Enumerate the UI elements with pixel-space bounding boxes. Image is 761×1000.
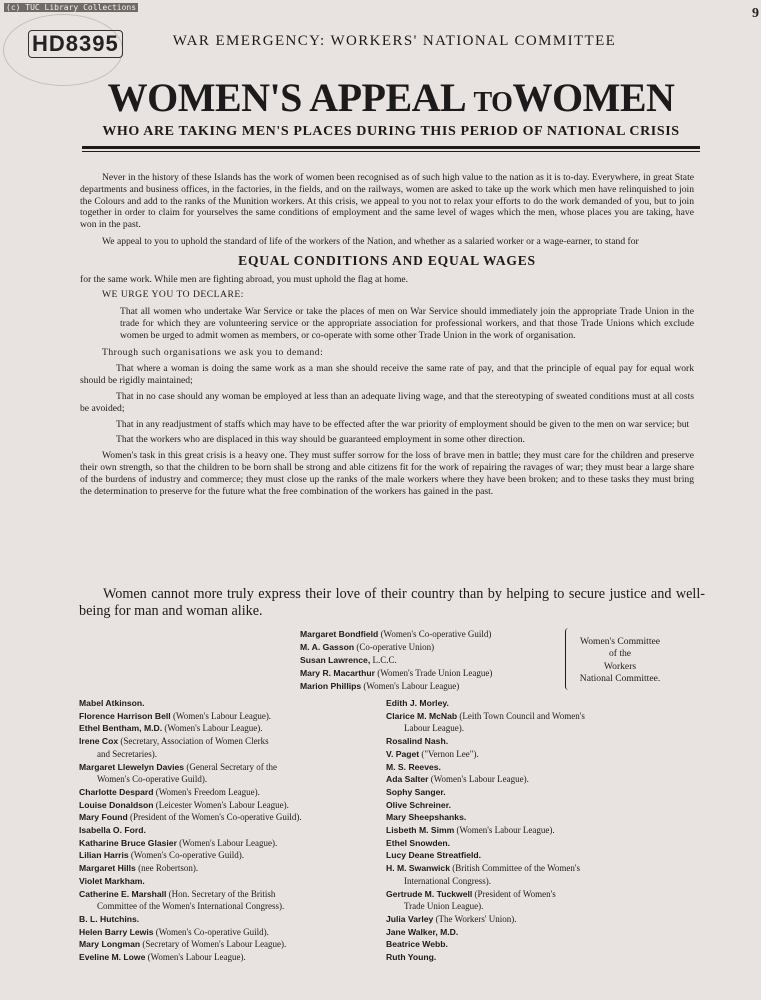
signatory-name: V. Paget <box>386 748 420 759</box>
signatory-detail-continued: Committee of the Women's International Congress). <box>97 901 285 912</box>
signatory-name: H. M. Swanwick <box>386 863 450 874</box>
signatory-row <box>79 862 366 875</box>
signatory-detail: (Women's Co-operative Guild) <box>378 629 492 639</box>
signatory-name: Rosalind Nash. <box>386 736 449 747</box>
signatory-detail-continued: Women's Co-operative Guild). <box>97 774 208 785</box>
signatory-name: Louise Donaldson <box>79 799 154 810</box>
signatory-name: Mabel Atkinson. <box>79 698 145 708</box>
signatory-name: Lucy Deane Streatfield. <box>386 850 482 861</box>
signatory-name: M. A. Gasson <box>300 642 355 652</box>
signatory-detail-continued: and Secretaries). <box>97 748 157 759</box>
signatory-detail: (Women's Co-operative Guild). <box>128 850 245 861</box>
declaration-text: That all women who undertake War Service or take the places of men on War Service should immediately join the appropriate Trade Union in the trade for which they are volunteering service or the appropriate association for professional workers, and that those Trade Unions which exclude women be urged to admit women as members, or co-operate with some other Trade Union in the work of organisation. <box>120 306 694 341</box>
signatory-name: Mary Found <box>79 812 128 823</box>
signatory-name: Mary Longman <box>79 939 141 950</box>
signatory-row <box>386 761 674 774</box>
title-rule-thick <box>82 146 700 149</box>
signatory-detail-continued: International Congress). <box>404 875 491 886</box>
signatory-row <box>386 824 674 837</box>
signatory-row <box>79 697 366 710</box>
signatory-detail: (Leicester Women's Labour League). <box>153 799 289 810</box>
signatory-detail: (President of Women's <box>472 888 556 899</box>
signatory-detail: (nee Robertson). <box>135 863 199 874</box>
signatory-name: Susan Lawrence, <box>300 655 371 665</box>
paragraph-uphold: We appeal to you to uphold the standard of life of the workers of the Nation, and whether as a salaried worker or a wage-earner, to stand for <box>102 235 639 247</box>
signatory-row <box>386 926 674 939</box>
signatory-row <box>386 811 674 824</box>
signatory-row <box>79 710 366 723</box>
committee-label-line: of the <box>608 648 632 660</box>
signatory-row <box>79 811 366 824</box>
signatory-detail: (Women's Trade Union League) <box>374 668 493 678</box>
signatory-row <box>386 799 674 812</box>
signatory-row <box>79 888 366 901</box>
signatory-name: Olive Schreiner. <box>386 799 451 810</box>
signatory-detail: (Women's Co-operative Guild). <box>153 926 269 937</box>
signatory-row <box>79 722 366 735</box>
signatory-detail: (Secretary, Association of Women Clerks <box>118 736 269 747</box>
signatory-name: Florence Harrison Bell <box>79 710 171 721</box>
signatory-name: B. L. Hutchins. <box>79 913 140 924</box>
signatory-row <box>79 786 366 799</box>
signatory-row <box>79 951 366 964</box>
signatory-row <box>79 799 366 812</box>
signatory-name: M. S. Reeves. <box>386 761 441 772</box>
demand-3: That in any readjustment of staffs which may have to be effected after the war priority of employment should be given to the men on war service; but <box>116 418 690 430</box>
signatory-detail: (The Workers' Union). <box>433 913 517 924</box>
signatory-detail: (Hon. Secretary of the British <box>166 888 276 899</box>
signatory-row <box>386 710 674 723</box>
signatory-name: Margaret Hills <box>79 863 136 874</box>
signatory-row <box>300 667 492 680</box>
signatory-detail: (Women's Labour League). <box>145 952 246 963</box>
signatory-name: Charlotte Despard <box>79 786 154 797</box>
signatory-detail: (British Committee of the Women's <box>450 863 580 874</box>
signatory-row <box>79 875 366 888</box>
signatory-row <box>386 773 674 786</box>
committee-label <box>572 636 668 686</box>
title-part-1: WOMEN'S APPEAL <box>107 75 474 120</box>
demand-4: That the workers who are displaced in this way should be guaranteed employment in some other direction. <box>116 434 525 446</box>
signatory-name: Eveline M. Lowe <box>79 952 146 963</box>
signatory-name: Lisbeth M. Simm <box>386 825 455 836</box>
signatory-row <box>79 761 366 774</box>
signatory-name: Sophy Sanger. <box>386 786 446 797</box>
signatory-name: Lilian Harris <box>79 850 129 861</box>
signatory-detail: (Women's Labour League). <box>170 710 272 721</box>
signatory-detail-continued: Trade Union League). <box>404 901 484 912</box>
signatory-row <box>386 735 674 748</box>
signatory-name: Helen Barry Lewis <box>79 926 154 937</box>
paragraph-intro: Never in the history of these Islands has the work of women been recognised as of such high value to the nation as it is to-day. Everywhere, in great State departments and business offices, in the factories, in the fields, and on the railways, women are asked to take up the work which men have relinquished to join the Colours and add to the ranks of the Munition workers. At this crisis, we appeal to you not to relax your efforts to do the work demanded of you, but to join together in order to claim for yourselves the same conditions of employment and the same level of wages which the men, whose places you are taking, have won in the past. <box>80 172 694 231</box>
signatory-row <box>386 849 674 862</box>
signatory-name: Mary R. Macarthur <box>300 668 375 678</box>
signatory-detail: (Leith Town Council and Women's <box>457 710 585 721</box>
accession-number: HD8395 <box>28 30 123 58</box>
signatory-name: Marion Phillips <box>300 681 362 691</box>
paragraph-flag: for the same work. While men are fighting abroad, you must uphold the flag at home. <box>80 273 409 285</box>
signatory-row <box>386 862 674 875</box>
corner-mark: 9 <box>752 6 759 21</box>
title-part-2: WOMEN <box>512 75 675 120</box>
signatory-name: Clarice M. McNab <box>386 710 458 721</box>
signatory-detail: (General Secretary of the <box>184 761 278 772</box>
signatory-name: Jane Walker, M.D. <box>386 926 459 937</box>
signatory-name: Edith J. Morley. <box>386 698 449 708</box>
demand-intro: Through such organisations we ask you to demand: <box>102 346 324 358</box>
signatory-name: Violet Markham. <box>79 875 145 886</box>
signatory-row <box>386 938 674 951</box>
signatory-name: Beatrice Webb. <box>386 939 448 950</box>
committee-signatories <box>300 628 492 693</box>
signatory-name: Katharine Bruce Glasier <box>79 837 177 848</box>
signatory-name: Ada Salter <box>386 774 429 785</box>
signatory-row <box>79 837 366 850</box>
signatory-detail: (Women's Labour League). <box>162 723 263 734</box>
signatory-name: Catherine E. Marshall <box>79 888 167 899</box>
signatory-detail-continued: Labour League). <box>404 723 464 734</box>
signatory-row <box>386 697 674 710</box>
signatory-row <box>386 748 674 761</box>
signatory-name: Margaret Llewelyn Davies <box>79 761 185 772</box>
committee-label-line: Women's Committee <box>579 636 661 647</box>
signatory-detail: (Secretary of Women's Labour League). <box>140 939 287 950</box>
committee-label-line: Workers <box>603 660 637 672</box>
signatory-name: Irene Cox <box>79 736 119 747</box>
title-rule-thin <box>82 151 700 152</box>
signatory-detail: (Co-operative Union) <box>354 642 435 652</box>
signatory-detail: (Women's Labour League) <box>361 681 460 691</box>
paragraph-task: Women's task in this great crisis is a heavy one. They must suffer sorrow for the loss of brave men in battle; they must care for the children and preserve their own strength, so that the children to be born shall be strong and able citizens fit for the work of repairing the ravages of war; they must bear a large share of the burdens of industry and commerce; they must close up the ranks of the male workers where they have been broken; and to these tasks they must bring the determination to preserve for the future what the free combination of the workers has gained in the past. <box>80 450 694 497</box>
signatory-name: Ethel Bentham, M.D. <box>79 723 163 734</box>
signatory-row <box>79 913 366 926</box>
copyright-notice: (c) TUC Library Collections <box>6 3 137 12</box>
signatories-left <box>79 697 366 964</box>
closing-statement: Women cannot more truly express their love of their country than by helping to secure justice and well-being for man and woman alike. <box>79 586 705 619</box>
demand-2: That in no case should any woman be employed at less than an adequate living wage, and that the stereotyping of sweated conditions must at all costs be avoided; <box>80 390 694 414</box>
signatory-name: Ruth Young. <box>386 952 437 963</box>
signatory-row <box>300 654 492 667</box>
appeal-body <box>80 172 694 497</box>
signatory-row <box>79 824 366 837</box>
signatory-row <box>300 628 492 641</box>
signatory-row <box>386 786 674 799</box>
signatories-right <box>386 697 674 964</box>
signatory-row <box>300 641 492 654</box>
signatory-detail: L.C.C. <box>370 655 397 665</box>
signatory-detail: (Women's Freedom League). <box>153 786 260 797</box>
signatory-detail: (President of the Women's Co-operative Guild). <box>127 812 302 823</box>
signatory-row <box>386 888 674 901</box>
signatory-row <box>300 680 492 693</box>
signatory-detail: (Women's Labour League). <box>454 825 555 836</box>
signatory-name: Gertrude M. Tuckwell <box>386 888 473 899</box>
signatory-detail: ("Vernon Lee"). <box>419 748 479 759</box>
signatory-row <box>79 735 366 748</box>
urge-heading: WE URGE YOU TO DECLARE: <box>102 289 244 301</box>
title-to: TO <box>473 87 513 118</box>
signatory-detail: (Women's Labour League). <box>428 774 529 785</box>
signatory-row <box>386 951 674 964</box>
signatory-name: Margaret Bondfield <box>300 629 379 639</box>
demand-1: That where a woman is doing the same work as a man she should receive the same rate of pay, and that the principle of equal pay for equal work should be rigidly maintained; <box>80 363 694 387</box>
signatory-row <box>79 938 366 951</box>
document-subtitle: WHO ARE TAKING MEN'S PLACES DURING THIS PERIOD OF NATIONAL CRISIS <box>102 124 680 139</box>
signatory-name: Julia Varley <box>386 913 434 924</box>
signatory-row <box>79 849 366 862</box>
signatory-name: Ethel Snowden. <box>386 837 450 848</box>
signatory-row <box>79 926 366 939</box>
signatory-detail: (Women's Labour League). <box>176 837 278 848</box>
signatory-row <box>386 913 674 926</box>
committee-label-line: National Committee. <box>579 673 661 685</box>
committee-brace <box>565 628 572 690</box>
equal-wages-heading: EQUAL CONDITIONS AND EQUAL WAGES <box>238 252 536 268</box>
organisation-heading: WAR EMERGENCY: WORKERS' NATIONAL COMMITTEE <box>172 33 617 49</box>
signatory-name: Mary Sheepshanks. <box>386 812 467 823</box>
signatory-row <box>386 837 674 850</box>
signatory-name: Isabella O. Ford. <box>79 825 146 836</box>
document-title <box>82 74 700 121</box>
